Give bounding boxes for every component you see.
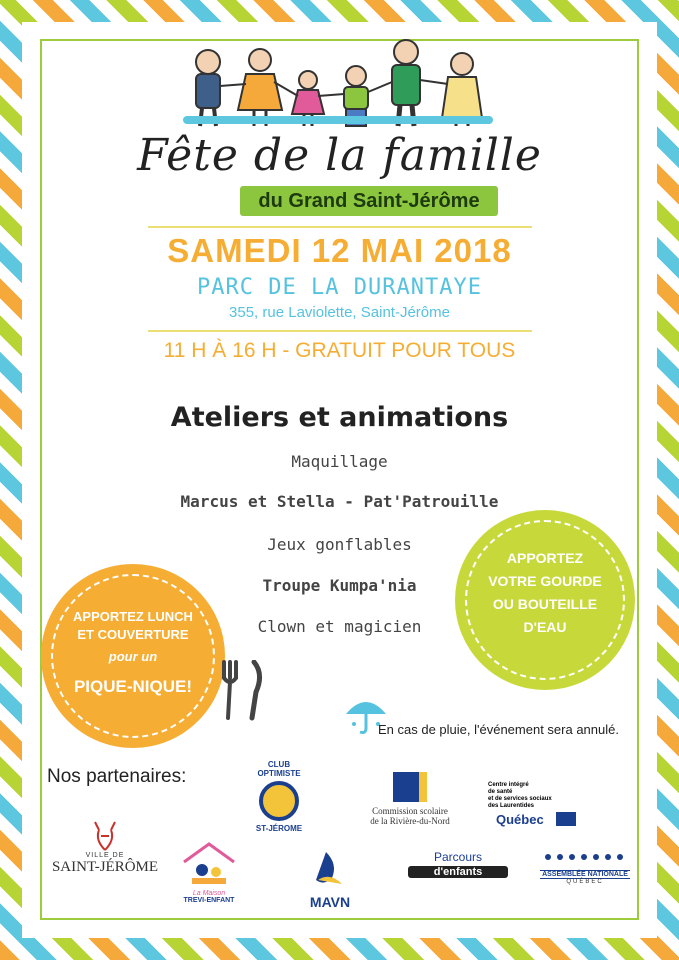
water-line-1: APPORTEZ xyxy=(506,550,584,566)
family-illustration xyxy=(180,22,500,127)
quebec-flag-icon xyxy=(556,812,576,826)
picnic-bubble xyxy=(41,564,225,748)
assemblee-line-2: QUÉBEC xyxy=(566,879,604,885)
cisss-line-1: Centre intégré xyxy=(488,782,529,788)
water-bubble xyxy=(455,510,635,690)
activity-item: Troupe Kumpa'nia xyxy=(262,576,417,595)
divider-top xyxy=(148,226,532,228)
club-optimiste-top: CLUB OPTIMISTE xyxy=(257,760,301,778)
event-address: 355, rue Laviolette, Saint-Jérôme xyxy=(229,304,450,321)
grandpa-figure xyxy=(196,50,220,126)
ville-line-1: VILLE DE xyxy=(85,852,125,859)
ground-line xyxy=(183,116,493,124)
event-hours: 11 H À 16 H - GRATUIT POUR TOUS xyxy=(163,339,516,362)
partners-heading: Nos partenaires: xyxy=(47,766,187,787)
picnic-line-2: ET COUVERTURE xyxy=(77,627,189,642)
commission-scolaire-logo xyxy=(360,772,460,832)
picnic-line-1: APPORTEZ LUNCH xyxy=(73,609,193,624)
fleur-de-lys-row xyxy=(540,848,630,866)
parcours-line-1: Parcours xyxy=(433,850,483,864)
commission-line-2: de la Rivière-du-Nord xyxy=(370,816,450,826)
cisss-line-3: et de services sociaux xyxy=(488,796,552,802)
club-optimiste-bottom: ST-JÉROME xyxy=(255,824,303,833)
father-figure xyxy=(392,40,420,126)
activity-item: Clown et magicien xyxy=(257,617,422,636)
parcours-enfants-logo xyxy=(408,850,508,900)
activity-item: Maquillage xyxy=(291,452,388,471)
cisss-logo xyxy=(488,782,588,832)
assemblee-line-1: ASSEMBLÉE NATIONALE xyxy=(540,870,630,879)
cisss-line-4: des Laurentides xyxy=(488,803,535,809)
deer-icon xyxy=(85,820,125,852)
water-line-3: OU BOUTEILLE xyxy=(492,596,598,612)
event-venue: PARC DE LA DURANTAYE xyxy=(197,275,482,300)
activity-item: Jeux gonflables xyxy=(267,535,412,554)
mavn-logo xyxy=(290,850,370,914)
maison-line-2: TREVI-ENFANT xyxy=(183,897,235,904)
picnic-line-3: pour un xyxy=(108,649,158,664)
ville-saint-jerome-logo xyxy=(42,820,168,880)
assemblee-nationale-logo xyxy=(540,848,630,904)
water-line-2: VOTRE GOURDE xyxy=(488,573,602,589)
divider-middle xyxy=(148,330,532,332)
parcours-line-2: d'enfants xyxy=(408,866,508,878)
mavn-emblem xyxy=(290,850,370,890)
club-optimiste-logo xyxy=(248,760,310,838)
water-line-4: D'EAU xyxy=(523,619,567,635)
commission-line-1: Commission scolaire xyxy=(372,806,448,816)
quebec-wordmark: Québec xyxy=(496,812,544,827)
mother-figure xyxy=(238,49,282,126)
ville-line-2: SAINT-JÉRÔME xyxy=(51,859,159,875)
fork-knife-icon xyxy=(218,660,266,722)
mavn-wordmark: MAVN xyxy=(309,894,351,910)
maison-trevi-logo xyxy=(178,840,240,912)
house-icon xyxy=(178,840,240,886)
maison-line-1: La Maison xyxy=(192,890,226,897)
event-date: SAMEDI 12 MAI 2018 xyxy=(167,232,512,269)
cisss-line-2: de santé xyxy=(488,789,513,795)
rain-notice: En cas de pluie, l'événement sera annulé. xyxy=(378,722,619,737)
event-title: Fête de la famille xyxy=(137,130,542,181)
activity-item: Marcus et Stella - Pat'Patrouille xyxy=(180,492,499,511)
activities-heading: Ateliers et animations xyxy=(170,402,509,433)
club-optimiste-emblem xyxy=(259,781,299,821)
commission-emblem xyxy=(393,772,427,802)
picnic-line-4: PIQUE-NIQUE! xyxy=(73,677,193,696)
event-subtitle-banner: du Grand Saint-Jérôme xyxy=(240,186,498,216)
